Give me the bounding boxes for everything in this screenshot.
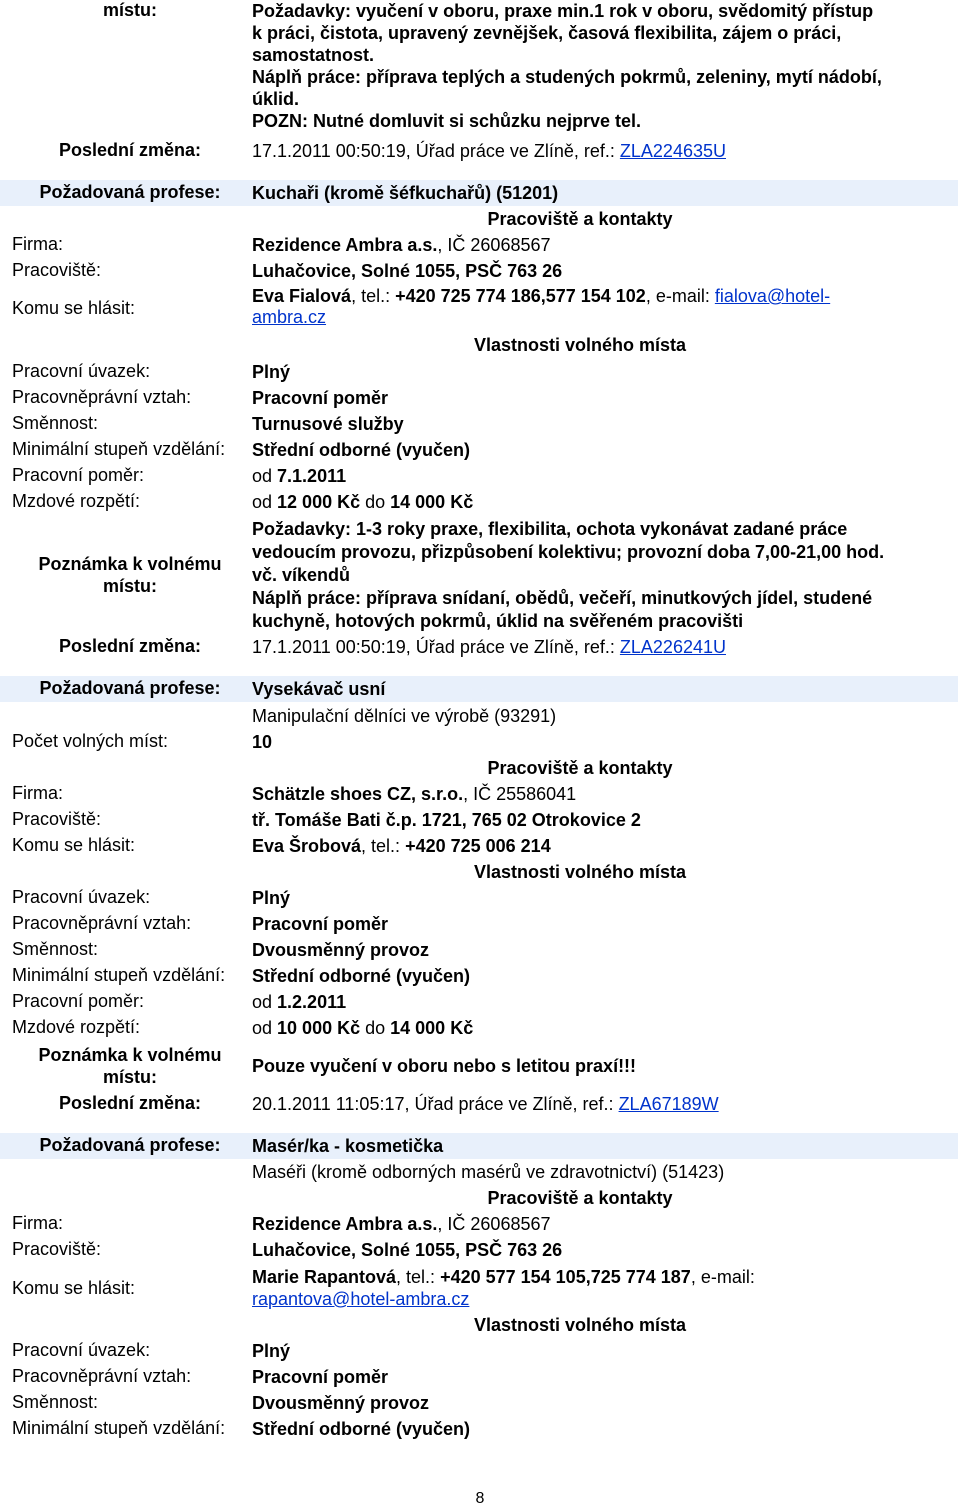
mzda-value: od 12 000 Kč do 14 000 Kč: [252, 492, 474, 512]
label-uvazek: Pracovní úvazek:: [12, 1340, 151, 1360]
vztah-value: Pracovní poměr: [252, 388, 389, 408]
label-vzdelani: Minimální stupeň vzdělání:: [12, 439, 226, 459]
vztah-value: Pracovní poměr: [252, 1367, 389, 1387]
label-vztah: Pracovněprávní vztah:: [12, 387, 192, 407]
pomer-value: od 1.2.2011: [252, 992, 347, 1012]
label-pracoviste: Pracoviště:: [12, 1239, 102, 1259]
label-posledni-zmena: Poslední změna:: [58, 1093, 202, 1113]
label-posledni-zmena: Poslední změna:: [58, 636, 202, 656]
label-komu: Komu se hlásit:: [12, 1278, 136, 1298]
last-change: 17.1.2011 00:50:19, Úřad práce ve Zlíně, ref.: ZLA226241U: [252, 637, 726, 657]
profession-title: Masér/ka - kosmetička: [252, 1136, 444, 1156]
uvazek-value: Plný: [252, 1341, 291, 1361]
mzda-value: od 10 000 Kč do 14 000 Kč: [252, 1018, 474, 1038]
note-line: samostatnost.: [252, 45, 375, 65]
smennost-value: Turnusové služby: [252, 414, 404, 434]
label-vztah: Pracovněprávní vztah:: [12, 1366, 192, 1386]
profession-category: Maséři (kromě odborných masérů ve zdravotnictví) (51423): [252, 1162, 725, 1182]
workplace: Luhačovice, Solné 1055, PSČ 763 26: [252, 261, 563, 281]
ref-link[interactable]: ZLA67189W: [618, 1094, 719, 1114]
profession-category: Manipulační dělníci ve výrobě (93291): [252, 706, 557, 726]
label-poznamka: Poznámka k volnému místu:: [38, 554, 222, 596]
ref-link[interactable]: ZLA224635U: [619, 141, 726, 161]
label-pracoviste: Pracoviště:: [12, 809, 102, 829]
pocet-value: 10: [252, 732, 273, 752]
vzdelani-value: Střední odborné (vyučen): [252, 1419, 471, 1439]
note-line: Požadavky: vyučení v oboru, praxe min.1 rok v oboru, svědomitý přístup: [252, 1, 874, 21]
section-heading: Pracoviště a kontakty: [487, 209, 673, 229]
label-mzda: Mzdové rozpětí:: [12, 1017, 141, 1037]
contact: Eva Fialová, tel.: +420 725 774 186,577 154 102, e-mail: fialova@hotel- ambra.cz: [252, 286, 831, 327]
smennost-value: Dvousměnný provoz: [252, 940, 430, 960]
pomer-value: od 7.1.2011: [252, 466, 347, 486]
ref-link[interactable]: ZLA226241U: [619, 637, 726, 657]
label-firma: Firma:: [12, 783, 63, 803]
label-pomer: Pracovní poměr:: [12, 465, 145, 485]
label-uvazek: Pracovní úvazek:: [12, 887, 151, 907]
label-smennost: Směnnost:: [12, 1392, 99, 1412]
last-change: 20.1.2011 11:05:17, Úřad práce ve Zlíně, ref.: ZLA67189W: [252, 1094, 719, 1114]
label-firma: Firma:: [12, 234, 63, 254]
label-pozadovana-profese: Požadovaná profese:: [39, 1135, 221, 1155]
note-line: úklid.: [252, 89, 300, 109]
profession-title: Vysekávač usní: [252, 679, 386, 699]
profession-title: Kuchaři (kromě šéfkuchařů) (51201): [252, 183, 559, 203]
label-vztah: Pracovněprávní vztah:: [12, 913, 192, 933]
email-link[interactable]: rapantova@hotel-ambra.cz: [252, 1289, 470, 1309]
section-heading: Pracoviště a kontakty: [487, 758, 673, 778]
label-poznamka: Poznámka k volnému místu:: [38, 1045, 222, 1087]
label-komu: Komu se hlásit:: [12, 835, 136, 855]
label-smennost: Směnnost:: [12, 939, 99, 959]
section-heading: Pracoviště a kontakty: [487, 1188, 673, 1208]
vzdelani-value: Střední odborné (vyučen): [252, 966, 471, 986]
label-mzda: Mzdové rozpětí:: [12, 491, 141, 511]
label-firma: Firma:: [12, 1213, 63, 1233]
label-smennost: Směnnost:: [12, 413, 99, 433]
label-uvazek: Pracovní úvazek:: [12, 361, 151, 381]
label-poznamka: místu:: [103, 0, 157, 20]
label-posledni-zmena: Poslední změna:: [58, 140, 202, 160]
label-pozadovana-profese: Požadovaná profese:: [39, 678, 221, 698]
company: Rezidence Ambra a.s., IČ 26068567: [252, 235, 551, 255]
label-pomer: Pracovní poměr:: [12, 991, 145, 1011]
note-lines: Požadavky: 1-3 roky praxe, flexibilita, ochota vykonávat zadané práce vedoucím provozu, přizpůsobení kolektivu; provozní doba 7,00-21,00 hod. vč. víkendů Náplň práce: příprava snídaní, obědů, večeří, minutkových jídel, studené kuchyně, hotových pokrmů, úklid na svěřeném pracovišti: [252, 519, 885, 631]
email-link-cont[interactable]: ambra.cz: [252, 307, 327, 327]
label-vzdelani: Minimální stupeň vzdělání:: [12, 965, 226, 985]
smennost-value: Dvousměnný provoz: [252, 1393, 430, 1413]
note-line: POZN: Nutné domluvit si schůzku nejprve tel.: [252, 111, 642, 131]
contact: Eva Šrobová, tel.: +420 725 006 214: [252, 836, 551, 856]
label-komu: Komu se hlásit:: [12, 298, 136, 318]
company: Schätzle shoes CZ, s.r.o., IČ 25586041: [252, 784, 577, 804]
workplace: Luhačovice, Solné 1055, PSČ 763 26: [252, 1240, 563, 1260]
vztah-value: Pracovní poměr: [252, 914, 389, 934]
note-line: Pouze vyučení v oboru nebo s letitou praxí!!!: [252, 1056, 637, 1076]
last-change: 17.1.2011 00:50:19, Úřad práce ve Zlíně, ref.: ZLA224635U: [252, 141, 726, 161]
page-number: 8: [475, 1490, 485, 1507]
label-pozadovana-profese: Požadovaná profese:: [39, 182, 221, 202]
uvazek-value: Plný: [252, 362, 291, 382]
note-lines: [252, 0, 952, 132]
note-line: k práci, čistota, upravený zevnějšek, časová flexibilita, zájem o práci,: [252, 23, 842, 43]
section-heading: Vlastnosti volného místa: [473, 1315, 687, 1335]
company: Rezidence Ambra a.s., IČ 26068567: [252, 1214, 551, 1234]
note-line: Náplň práce: příprava teplých a studených pokrmů, zeleniny, mytí nádobí,: [252, 67, 882, 87]
email-link[interactable]: fialova@hotel-: [714, 286, 831, 306]
label-vzdelani: Minimální stupeň vzdělání:: [12, 1418, 226, 1438]
workplace: tř. Tomáše Bati č.p. 1721, 765 02 Otrokovice 2: [252, 810, 641, 830]
contact: Marie Rapantová, tel.: +420 577 154 105,725 774 187, e-mail: rapantova@hotel-ambra.cz: [252, 1267, 755, 1309]
label-pracoviste: Pracoviště:: [12, 260, 102, 280]
vzdelani-value: Střední odborné (vyučen): [252, 440, 471, 460]
uvazek-value: Plný: [252, 888, 291, 908]
section-heading: Vlastnosti volného místa: [473, 335, 687, 355]
label-pocet: Počet volných míst:: [12, 731, 169, 751]
section-heading: Vlastnosti volného místa: [473, 862, 687, 882]
